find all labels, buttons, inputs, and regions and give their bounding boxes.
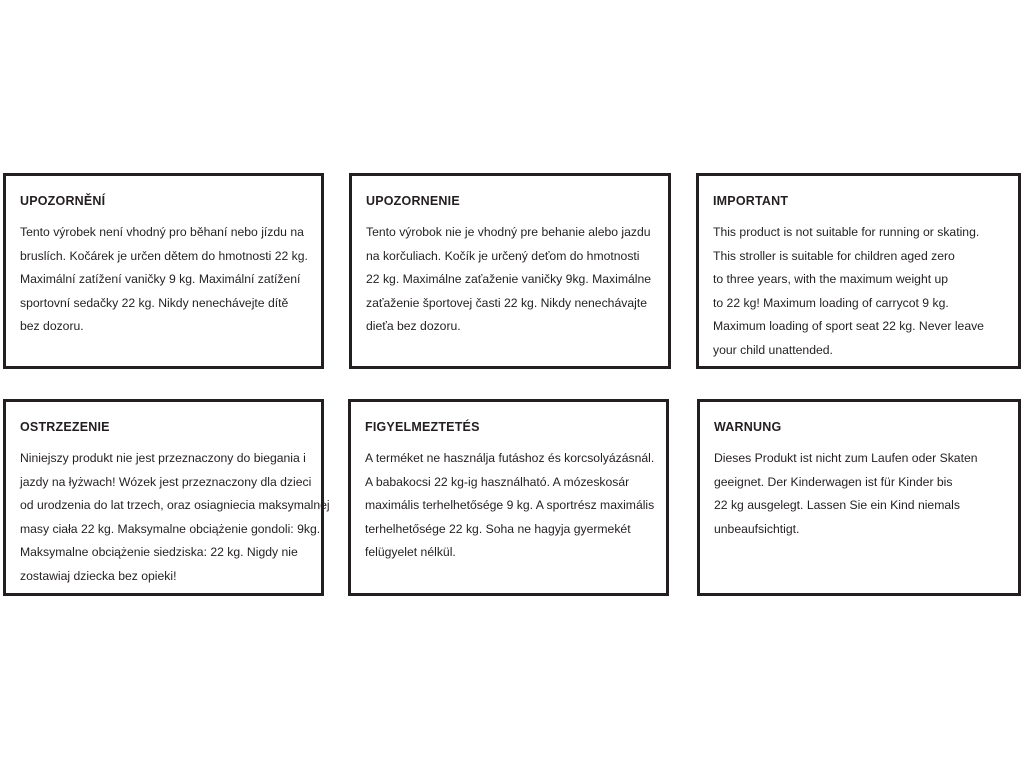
warning-line: to three years, with the maximum weight up — [713, 272, 949, 286]
warning-text — [713, 221, 984, 362]
warning-line: This stroller is suitable for children aged zero — [713, 248, 955, 263]
warning-line: Dieses Produkt ist nicht zum Laufen oder Skaten — [714, 451, 978, 465]
warning-box-czech — [3, 173, 324, 369]
warning-line: bez dozoru. — [20, 319, 84, 333]
warning-line: jazdy na łyżwach! Wózek jest przeznaczony dla dzieci — [20, 474, 312, 489]
warning-line: 22 kg. Maximálne zaťaženie vaničky 9kg. Maximálne — [366, 272, 652, 286]
warning-title: UPOZORNĚNÍ — [20, 194, 106, 208]
warning-line: terhelhetősége 22 kg. Soha ne hagyja gyermekét — [365, 521, 631, 536]
warning-text — [20, 221, 308, 339]
warning-line: na korčuliach. Kočík je určený deťom do hmotnosti — [366, 248, 640, 263]
warning-line: masy ciała 22 kg. Maksymalne obciążenie gondoli: 9kg. — [20, 521, 321, 536]
warning-text — [20, 447, 330, 588]
warning-line: geeignet. Der Kinderwagen ist für Kinder bis — [714, 474, 953, 489]
warning-line: Maximum loading of sport seat 22 kg. Never leave — [713, 319, 984, 333]
warning-line: dieťa bez dozoru. — [366, 319, 461, 333]
warning-line: Maksymalne obciążenie siedziska: 22 kg. Nigdy nie — [20, 545, 298, 559]
warning-title: WARNUNG — [714, 420, 782, 434]
warning-line: Tento výrobek není vhodný pro běhaní nebo jízdu na — [20, 225, 304, 239]
warning-text — [366, 221, 651, 339]
warning-text — [714, 447, 978, 541]
warning-box-hungarian — [348, 399, 669, 596]
warning-line: zaťaženie športovej časti 22 kg. Nikdy nenechávajte — [366, 295, 647, 310]
warning-line: Maximální zatížení vaničky 9 kg. Maximální zatížení — [20, 272, 301, 286]
warning-title: IMPORTANT — [713, 194, 789, 208]
warning-box-english — [696, 173, 1021, 369]
warning-line: A terméket ne használja futáshoz és korcsolyázásnál. — [365, 451, 655, 465]
warning-line: unbeaufsichtigt. — [714, 521, 800, 536]
warning-line: felügyelet nélkül. — [365, 545, 456, 559]
warning-line: to 22 kg! Maximum loading of carrycot 9 kg. — [713, 295, 949, 310]
warning-box-german — [697, 399, 1021, 596]
warning-title: UPOZORNENIE — [366, 194, 460, 208]
warning-line: Tento výrobok nie je vhodný pre behanie alebo jazdu — [366, 225, 651, 239]
warning-line: 22 kg ausgelegt. Lassen Sie ein Kind niemals — [714, 498, 960, 512]
warning-line: A babakocsi 22 kg-ig használható. A mózeskosár — [365, 474, 630, 489]
warning-box-slovak — [349, 173, 671, 369]
warning-title: FIGYELMEZTETÉS — [365, 420, 480, 434]
warning-line: zostawiaj dziecka bez opieki! — [20, 568, 177, 583]
warning-box-polish — [3, 399, 330, 596]
warning-line: your child unattended. — [713, 342, 833, 357]
warning-title: OSTRZEZENIE — [20, 420, 110, 434]
warning-line: maximális terhelhetősége 9 kg. A sportrész maximális — [365, 498, 655, 512]
warning-text — [365, 447, 654, 565]
warning-line: od urodzenia do lat trzech, oraz osiagniecia maksymalnej — [20, 498, 330, 512]
warning-line: Niniejszy produkt nie jest przeznaczony do biegania i — [20, 451, 306, 465]
warning-line: bruslích. Kočárek je určen dětem do hmotnosti 22 kg. — [20, 248, 308, 263]
warning-line: sportovní sedačky 22 kg. Nikdy nenechávejte dítě — [20, 295, 289, 310]
warning-line: This product is not suitable for running or skating. — [713, 225, 980, 239]
